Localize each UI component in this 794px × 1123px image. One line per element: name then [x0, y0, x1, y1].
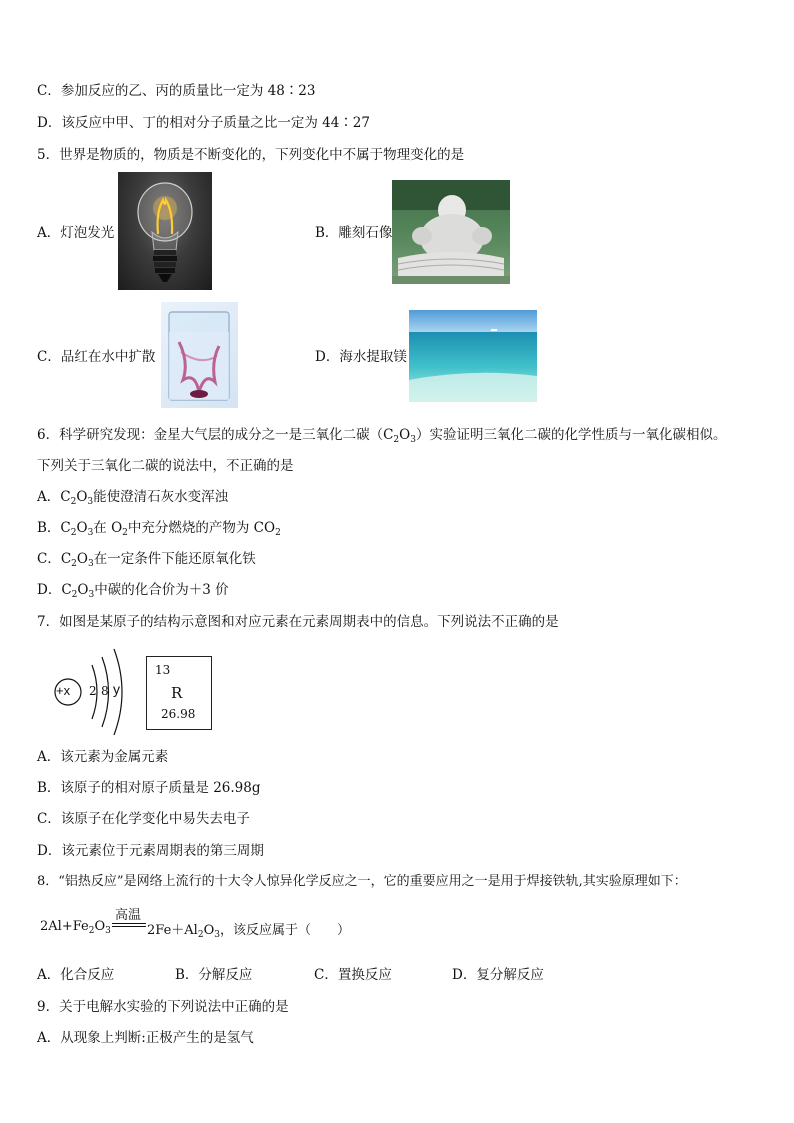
q4-option-c: C．参加反应的乙、丙的质量比一定为 48∶23: [37, 83, 316, 99]
electron-shell-1: 2: [89, 684, 97, 698]
electron-shell-3: y: [113, 681, 120, 697]
q7-option-c: C．该原子在化学变化中易失去电子: [37, 811, 250, 827]
periodic-table-cell: [146, 656, 212, 730]
q9-stem: 9．关于电解水实验的下列说法中正确的是: [37, 999, 289, 1015]
q5-stem: 5．世界是物质的，物质是不断变化的，下列变化中不属于物理变化的是: [37, 147, 465, 163]
q6-option-c: C．$C_2O_3$在一定条件下能还原氧化铁: [37, 551, 256, 569]
q6-option-a: A．$C_2O_3$能使澄清石灰水变浑浊: [37, 489, 229, 507]
q8-stem: 8．“铝热反应”是网络上流行的十大令人惊异化学反应之一，它的重要应用之一是用于焊接铁轨,其实验原理如下：: [37, 874, 687, 889]
light-bulb-image: [118, 172, 212, 290]
atomic-mass: 26.98: [161, 707, 196, 721]
q5-option-d: D．海水提取镁: [315, 349, 407, 365]
q4-option-d: D．该反应中甲、丁的相对分子质量之比一定为 44∶27: [37, 115, 370, 131]
q8-option-c: C．置换反应: [314, 967, 392, 983]
stone-statue-image: [392, 180, 510, 284]
q6-stem-line2: 下列关于三氧化二碳的说法中，不正确的是: [37, 458, 294, 474]
q5-option-c: C．品红在水中扩散: [37, 349, 156, 365]
q6-stem-line1: 6．科学研究发现：金星大气层的成分之一是三氧化二碳$(C_2O_3)$实验证明三氧化二碳的化学性质与一氧化碳相似。: [37, 427, 727, 445]
element-symbol: R: [171, 684, 183, 702]
q6-option-b: B．$C_2O_3$在 $O_2$中充分燃烧的产物为 $CO_2$: [37, 520, 281, 538]
atom-nucleus-label: +x: [56, 683, 71, 698]
q8-equation: [40, 904, 460, 940]
sea-water-image: [409, 310, 537, 402]
q7-option-a: A．该元素为金属元素: [37, 749, 169, 765]
reaction-line: [112, 926, 146, 927]
equation-reactants: $2Al+Fe_2O_3$: [40, 919, 111, 936]
q7-option-b: B．该原子的相对原子质量是 26.98g: [37, 780, 261, 796]
electron-shell-2: 8: [101, 684, 109, 698]
beaker-dye-image: [161, 302, 238, 408]
reaction-line: [112, 923, 146, 924]
q6-option-d: D．$C_2O_3$中碳的化合价为＋3 价: [37, 582, 229, 600]
atom-structure-diagram: [50, 645, 140, 735]
q7-option-d: D．该元素位于元素周期表的第三周期: [37, 843, 264, 859]
q5-option-a: A．灯泡发光: [37, 225, 115, 241]
q8-option-d: D．复分解反应: [452, 967, 544, 983]
q8-option-b: B．分解反应: [175, 967, 253, 983]
atomic-number: 13: [155, 663, 171, 677]
q7-stem: 7．如图是某原子的结构示意图和对应元素在元素周期表中的信息。下列说法不正确的是: [37, 614, 559, 630]
reaction-condition: 高温: [115, 908, 142, 923]
equation-products: $2Fe+Al_2O_3$，该反应属于（ ）: [147, 923, 350, 940]
q9-option-a: A．从现象上判断:正极产生的是氢气: [37, 1030, 254, 1046]
q5-option-b: B．雕刻石像: [315, 225, 393, 241]
q8-option-a: A．化合反应: [37, 967, 115, 983]
